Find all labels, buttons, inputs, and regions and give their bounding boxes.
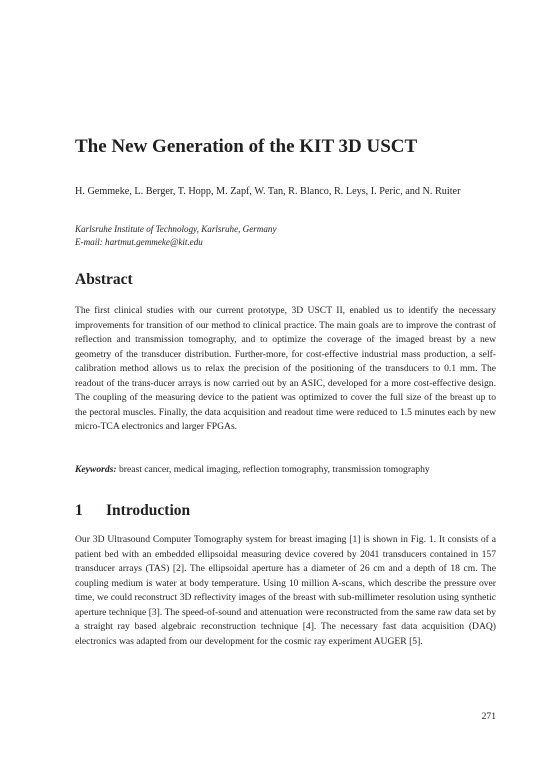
section-heading-introduction [75,501,190,521]
affiliation: Karlsruhe Institute of Technology, Karlsruhe, Germany [75,224,277,234]
keywords-list: breast cancer, medical imaging, reflection tomography, transmission tomography [118,464,430,475]
affiliation-block [75,223,496,249]
author-list: H. Gemmeke, L. Berger, T. Hopp, M. Zapf, W. Tan, R. Blanco, R. Leys, I. Peric, and N. Ruiter [75,186,461,197]
abstract-text: The first clinical studies with our current prototype, 3D USCT II, enabled us to identify the necessary improvements for transition of our method to clinical practice. The main goals are to improve the contrast of reflection and transmission tomography, and to optimize the coverage of the imaged breast by a new geometry of the transducer distribution. Further-more, for cost-effective industrial mass production, a self-calibration method allows us to relax the precision of the positioning of the transducers to 0.1 mm. The readout of the trans-ducer arrays is now carried out by an ASIC, developed for a more cost-effective design. The coupling of the measuring device to the patient was optimized to cover the full size of the breast up to the pectoral muscles. Finally, the data acquisition and readout time were reduced to 1.5 minutes each by new micro-TCA electronics and larger FPGAs. [75,305,496,432]
page-number: 271 [481,711,496,722]
abstract-heading: Abstract [75,271,133,288]
paper-page [75,0,496,768]
paper-title: The New Generation of the KIT 3D USCT [75,136,418,157]
keywords-line [75,463,496,478]
keywords-label: Keywords: [75,464,117,475]
introduction-text: Our 3D Ultrasound Computer Tomography system for breast imaging [1] is shown in Fig. 1. It consists of a patient bed with an embedded ellipsoidal measuring device covered by 2041 transducers contained in 157 transducer arrays (TAS) [2]. The ellipsoidal aperture has a diameter of 26 cm and a depth of 18 cm. The coupling medium is water at body temperature. Using 10 million A-scans, which describe the pressure over time, we could reconstruct 3D reflectivity images of the breast with sub-millimeter resolution using synthetic aperture technique [3]. The speed-of-sound and attenuation were reconstructed from the same raw data set by a straight ray based algebraic reconstruction technique [4]. The necessary fast data acquisition (DAQ) electronics was adapted from our development for the cosmic ray experiment AUGER [5]. [75,534,496,647]
section-title: Introduction [106,502,191,519]
contact-email: E-mail: hartmut.gemmeke@kit.edu [75,237,203,247]
section-number: 1 [75,502,83,519]
